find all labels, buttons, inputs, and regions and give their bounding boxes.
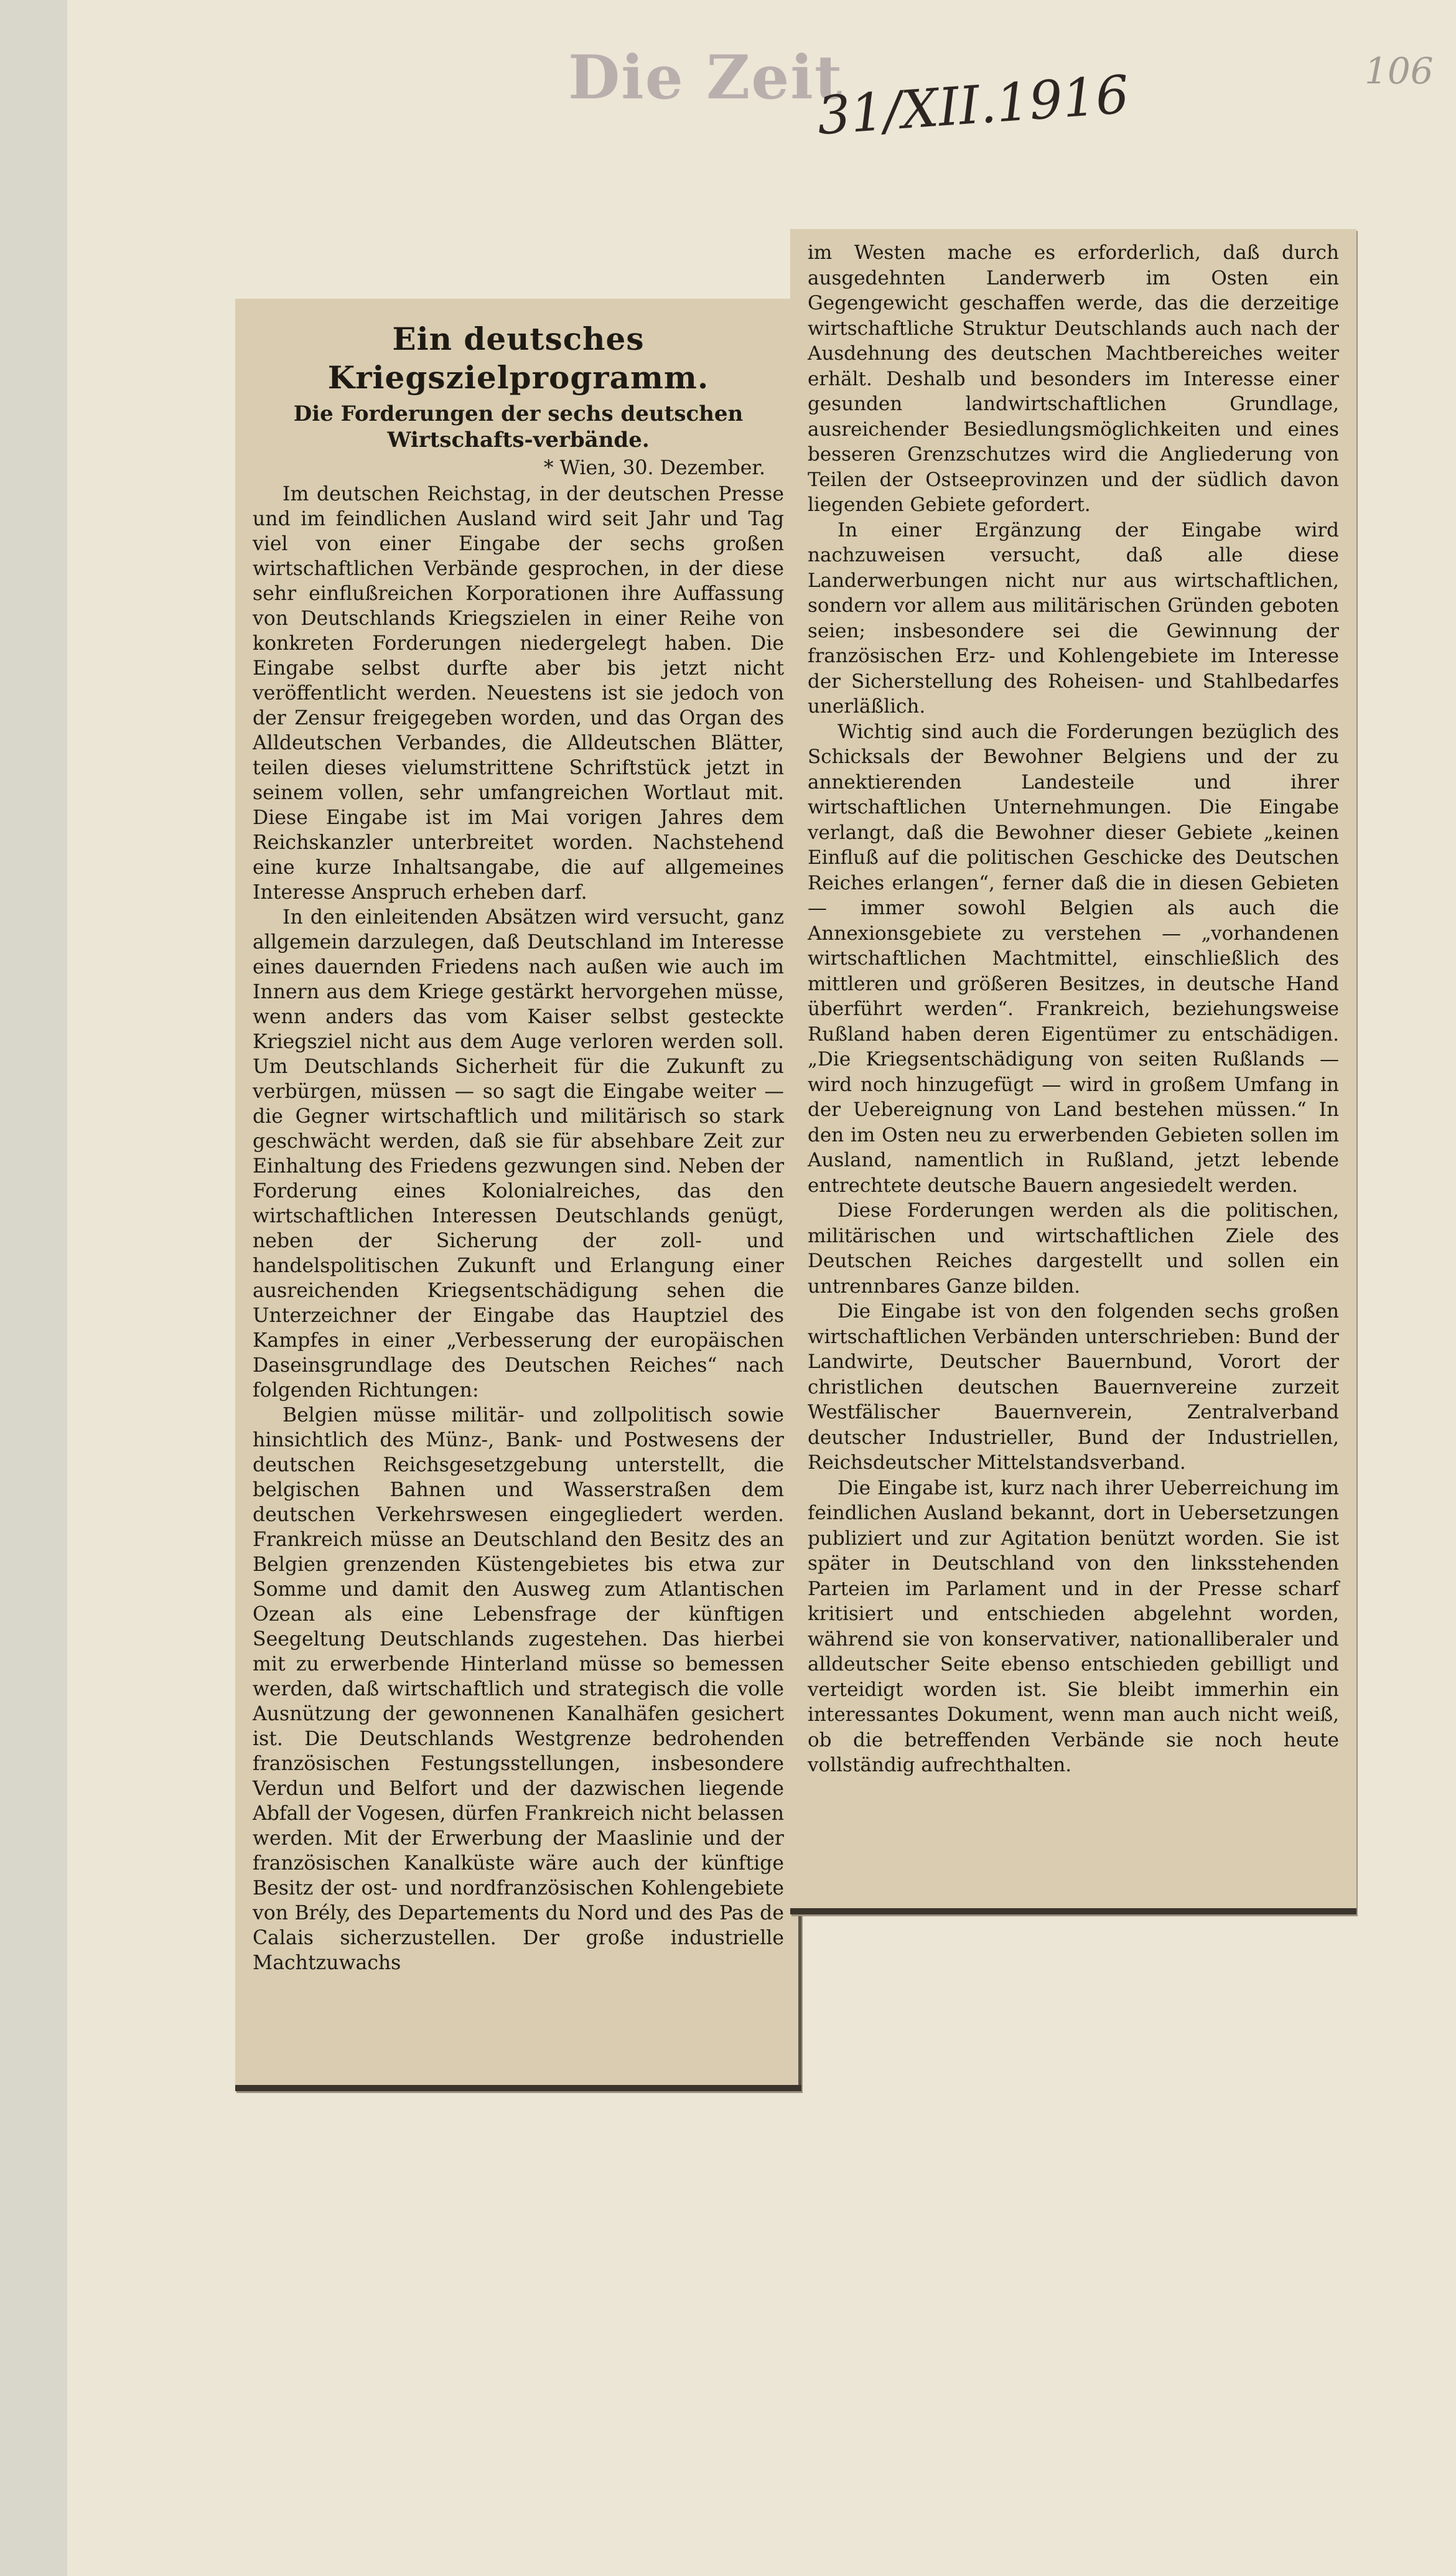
paragraph: Die Eingabe ist, kurz nach ihrer Ueberreichung im feindlichen Ausland bekannt, dort in Uebersetzungen publiziert und zur Agitation benützt worden. Sie ist später in Deutschland von den linksstehenden Parteien im Parlament und in der Presse scharf kritisiert und entschieden abgelehnt worden, während sie von konservativer, nationalliberaler und alldeutscher Seite ebenso entschieden gebilligt und verteidigt worden ist. Sie bleibt immerhin ein interessantes Dokument, wenn man auch nicht weiß, ob die betreffenden Verbände sie noch heute vollständig aufrechthalten. (808, 1476, 1339, 1776)
clipping-right-column (790, 229, 1356, 1914)
clipping-edge (790, 1908, 1356, 1914)
article-subtitle: Die Forderungen der sechs deutschen Wirtschafts-verbände. (293, 401, 744, 452)
paragraph: Im deutschen Reichstag, in der deutschen Presse und im feindlichen Ausland wird seit Jahr und Tag viel von einer Eingabe der sechs großen wirtschaftlichen Verbände gesprochen, in der diese sehr einflußreichen Korporationen ihre Auffassung von Deutschlands Kriegszielen in einer Reihe von konkreten Forderungen niedergelegt haben. Die Eingabe selbst durfte aber bis jetzt nicht veröffentlicht werden. Neuestens ist sie jedoch von der Zensur freigegeben worden, und das Organ des Alldeutschen Verbandes, die Alldeutschen Blätter, teilen dieses vielumstrittene Schriftstück jetzt in seinem vollen, sehr umfangreichen Wortlaut mit. Diese Eingabe ist im Mai vorigen Jahres dem Reichskanzler unterbreitet worden. Nachstehend eine kurze Inhaltsangabe, die auf allgemeines Interesse Anspruch erheben darf. (253, 483, 784, 904)
paragraph: Belgien müsse militär- und zollpolitisch sowie hinsichtlich des Münz-, Bank- und Postwesens der deutschen Reichsgesetzgebung unterstellt, die belgischen Bahnen und Wasserstraßen dem deutschen Verkehrswesen eingegliedert werden. Frankreich müsse an Deutschland den Besitz des an Belgien grenzenden Küstengebietes bis etwa zur Somme und damit den Ausweg zum Atlantischen Ozean als eine Lebensfrage der künftigen Seegeltung Deutschlands zugestehen. Das hierbei mit zu erwerbende Hinterland müsse so bemessen werden, daß wirtschaftlich und strategisch die volle Ausnützung der gewonnenen Kanalhäfen gesichert ist. Die Deutschlands Westgrenze bedrohenden französischen Festungsstellungen, insbesondere Verdun und Belfort und der dazwischen liegende Abfall der Vogesen, dürfen Frankreich nicht belassen werden. Mit der Erwerbung der Maaslinie und der französischen Kanalküste wäre auch der künftige Besitz der ost- und nordfranzösischen Kohlengebiete von Brély, des Departements du Nord und des Pas de Calais sicherzustellen. Der große industrielle Machtzuwachs (253, 1404, 784, 1974)
paragraph: im Westen mache es erforderlich, daß durch ausgedehnten Landerwerb im Osten ein Gegengewicht geschaffen werde, das die derzeitige wirtschaftliche Struktur Deutschlands auch nach der Ausdehnung des deutschen Machtbereiches weiter erhält. Deshalb und besonders im Interesse einer gesunden landwirtschaftlichen Grundlage, ausreichender Besiedlungsmöglichkeiten und eines besseren Grenzschutzes wird die Angliederung von Teilen der Ostseeprovinzen und der südlich davon liegenden Gebiete gefordert. (808, 241, 1339, 516)
paragraph: In den einleitenden Absätzen wird versucht, ganz allgemein darzulegen, daß Deutschland im Interesse eines dauernden Friedens nach außen wie auch im Innern aus dem Kriege gestärkt hervorgehen müsse, wenn anders das vom Kaiser selbst gesteckte Kriegsziel nicht aus dem Auge verloren werden soll. Um Deutschlands Sicherheit für die Zukunft zu verbürgen, müssen — so sagt die Eingabe weiter — die Gegner wirtschaftlich und militärisch so stark geschwächt werden, daß sie für absehbare Zeit zur Einhaltung des Friedens gezwungen sind. Neben der Forderung eines Kolonialreiches, das den wirtschaftlichen Interessen Deutschlands genügt, neben der Sicherung der zoll- und handelspolitischen Zukunft und Erlangung einer ausreichenden Kriegsentschädigung sehen die Unterzeichner der Eingabe das Hauptziel des Kampfes in einer „Verbesserung der europäischen Daseinsgrundlage des Deutschen Reiches“ nach folgenden Richtungen: (253, 906, 784, 1402)
handwritten-date: 31/XII.1916 (815, 63, 1131, 147)
paragraph: Wichtig sind auch die Forderungen bezüglich des Schicksals der Bewohner Belgiens und der zu annektierenden Landesteile und ihrer wirtschaftlichen Unternehmungen. Die Eingabe verlangt, daß die Bewohner dieser Gebiete „keinen Einfluß auf die politischen Geschicke des Deutschen Reiches erlangen“, ferner daß die in diesen Gebieten — immer sowohl Belgien als auch die Annexionsgebiete zu verstehen — „vorhandenen wirtschaftlichen Machtmittel, einschließlich des mittleren und größeren Besitzes, in deutsche Hand überführt werden“. Frankreich, beziehungsweise Rußland haben deren Eigentümer zu entschädigen. „Die Kriegsentschädigung von seiten Rußlands — wird noch hinzugefügt — wird in großem Umfang in der Uebereignung von Land bestehen müssen.“ In den im Osten neu zu erwerbenden Gebieten sollen im Ausland, namentlich in Rußland, jetzt lebende entrechtete deutsche Bauern angesiedelt werden. (808, 720, 1339, 1197)
left-column-text (253, 320, 784, 1975)
clipping-left-column (235, 299, 801, 2091)
folio-number: 106 (1365, 50, 1434, 92)
right-column-text (808, 240, 1339, 1778)
clipping-edge (235, 2085, 801, 2091)
paragraph: In einer Ergänzung der Eingabe wird nachzuweisen versucht, daß alle diese Landerwerbungen nicht nur aus wirtschaftlichen, sondern vor allem aus militärischen Gründen geboten seien; insbesondere sei die Gewinnung der französischen Erz- und Kohlengebiete im Interesse der Sicherstellung des Roheisen- und Stahlbedarfes unerläßlich. (808, 518, 1339, 718)
newspaper-stamp: Die Zeit (568, 42, 844, 113)
paragraph: Die Eingabe ist von den folgenden sechs großen wirtschaftlichen Verbänden unterschrieben: Bund der Landwirte, Deutscher Bauernbund, Vorort der christlichen deutschen Bauernvereine zurzeit Westfälischer Bauernverein, Zentralverband deutscher Industrieller, Bund der Industriellen, Reichsdeutscher Mittelstandsverband. (808, 1300, 1339, 1474)
article-dateline: * Wien, 30. Dezember. (543, 457, 765, 479)
article-title: Ein deutsches Kriegszielprogramm. (327, 321, 709, 396)
paragraph: Diese Forderungen werden als die politischen, militärischen und wirtschaftlichen Ziele des Deutschen Reiches dargestellt und sollen ein untrennbares Ganze bilden. (808, 1199, 1339, 1298)
